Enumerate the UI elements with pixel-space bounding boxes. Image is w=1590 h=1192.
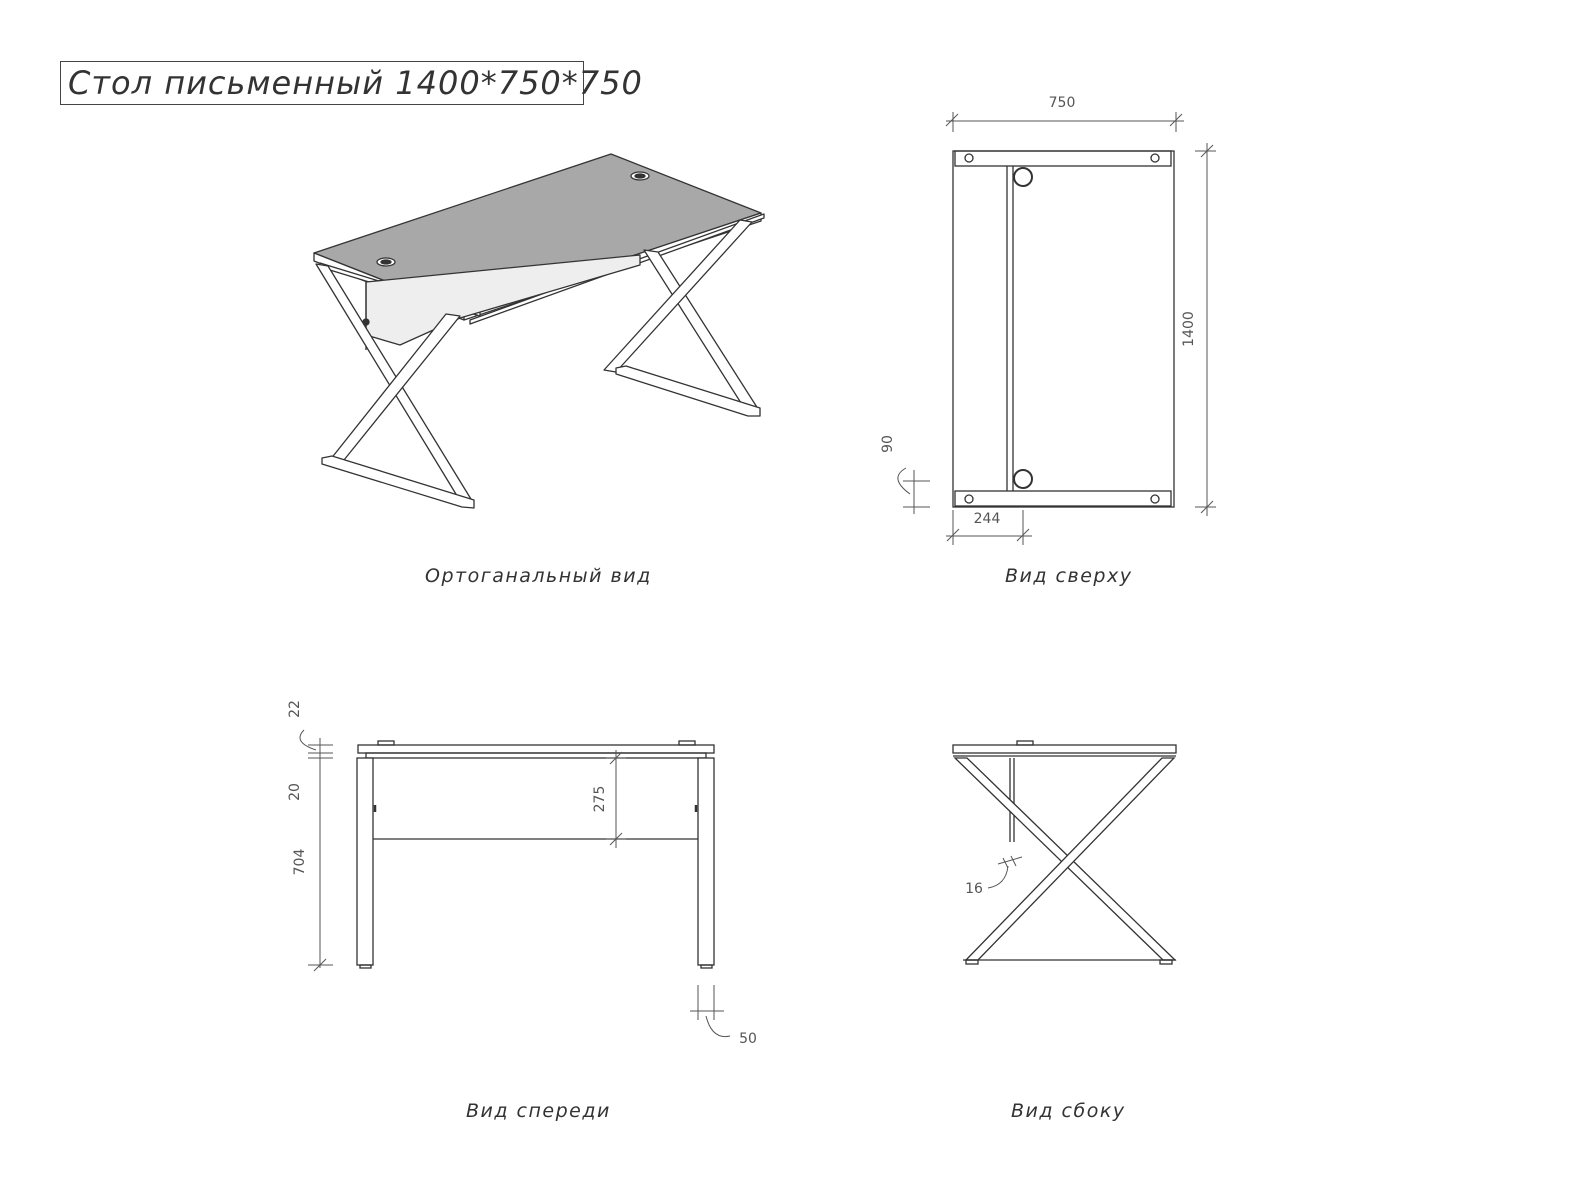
caption-front-view: Вид спереди xyxy=(466,1100,611,1122)
side-view xyxy=(953,741,1176,964)
cable-hole-right-inner xyxy=(635,174,645,178)
front-view xyxy=(357,741,714,968)
top-view xyxy=(953,151,1174,507)
caption-top-view: Вид сверху xyxy=(1005,565,1133,587)
tabletop-outline xyxy=(953,151,1174,507)
dim-front-panel: 275 xyxy=(592,785,608,813)
dim-front-height: 704 xyxy=(292,848,308,876)
dim-top-width: 750 xyxy=(1048,95,1076,111)
caption-side-view: Вид сбоку xyxy=(1011,1100,1126,1122)
dim-top-leg-pos: 244 xyxy=(973,511,1001,527)
side-view-dimensions xyxy=(988,856,1022,888)
isometric-view xyxy=(314,154,764,508)
cable-hole-left-inner xyxy=(381,260,391,264)
front-left-leg xyxy=(357,758,373,965)
drawing-title: Стол письменный 1400*750*750 xyxy=(68,64,643,102)
dim-top-length: 1400 xyxy=(1181,311,1197,347)
front-right-leg xyxy=(698,758,714,965)
dim-front-frame: 20 xyxy=(287,783,303,801)
caption-orthogonal-view: Ортоганальный вид xyxy=(425,565,652,587)
dim-top-offset: 90 xyxy=(880,435,896,453)
dim-front-top-thickness: 22 xyxy=(287,700,303,718)
dim-side-profile: 16 xyxy=(965,881,983,897)
front-frame xyxy=(366,753,706,758)
side-tabletop xyxy=(953,745,1176,753)
dim-front-leg-width: 50 xyxy=(739,1031,757,1047)
front-tabletop xyxy=(358,745,714,753)
